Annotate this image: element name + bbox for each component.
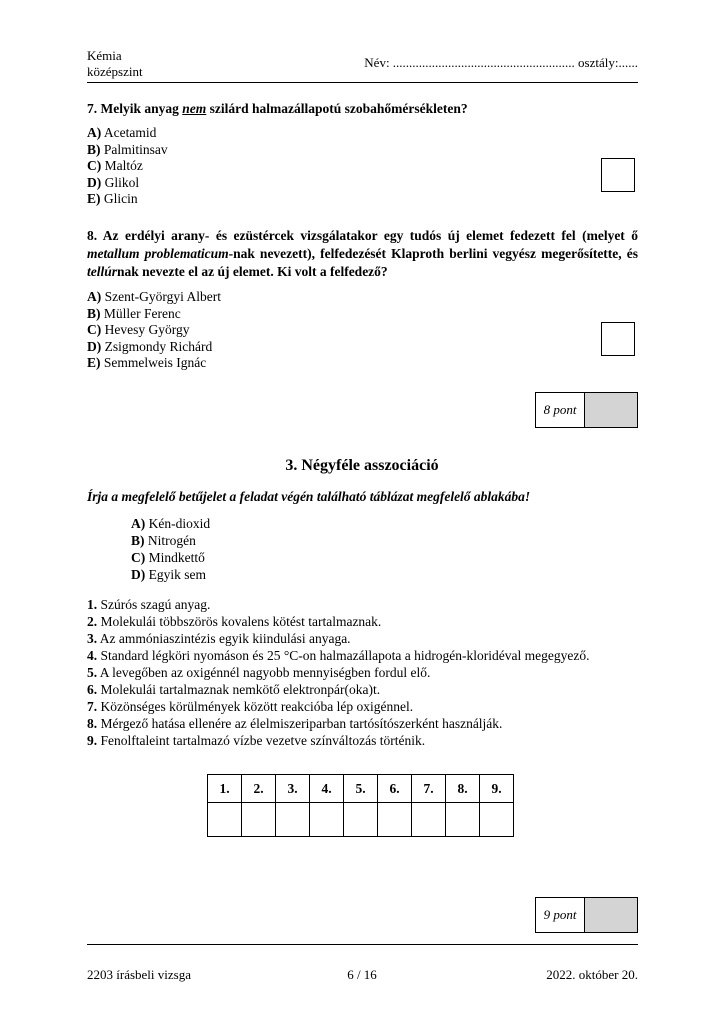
q7-title-post: szilárd halmazállapotú szobahőmérsékleten?: [206, 101, 468, 116]
points-label-1: 8 pont: [536, 393, 585, 427]
statement-2: 2. Molekulái többszörös kovalens kötést tartalmaznak.: [87, 614, 382, 629]
choice-d: D) Egyik sem: [131, 567, 206, 582]
section-title: 3. Négyféle asszociáció: [285, 457, 439, 474]
points-box-2: [535, 897, 638, 933]
statement-5: 5. A levegőben az oxigénnél nagyobb mennyiségben fordul elő.: [87, 665, 431, 680]
answer-cell-9[interactable]: [480, 803, 514, 837]
statement-6: 6. Molekulái tartalmaznak nemkötő elektronpár(oka)t.: [87, 682, 381, 697]
q7-options: [87, 125, 168, 208]
choice-b: B) Nitrogén: [131, 533, 196, 548]
answer-cell-1[interactable]: [208, 803, 242, 837]
q7-option-d: D) Glikol: [87, 174, 140, 190]
header-rule: [87, 82, 638, 83]
statement-8: 8. Mérgező hatása ellenére az élelmiszeriparban tartósítószerként használják.: [87, 716, 503, 731]
q8-answer-box[interactable]: [601, 322, 635, 356]
statement-9: 9. Fenolftaleint tartalmazó vízbe vezetve színváltozás történik.: [87, 733, 426, 748]
statement-7: 7. Közönséges körülmények között reakcióba lép oxigénnel.: [87, 699, 414, 714]
answer-header-2: 2.: [242, 775, 276, 803]
answer-header-3: 3.: [276, 775, 310, 803]
points-score-cell-2: [585, 898, 637, 932]
header-subject-block: [87, 48, 143, 80]
q8-option-b: B) Müller Ferenc: [87, 305, 181, 321]
q7-title: [87, 100, 638, 118]
answer-header-5: 5.: [344, 775, 378, 803]
header-name-field: Név: ........................................................ osztály:......: [364, 55, 638, 70]
answer-header-9: 9.: [480, 775, 514, 803]
points-score-cell-1: [585, 393, 637, 427]
q8-option-c: C) Hevesy György: [87, 322, 190, 337]
association-choices: [131, 515, 210, 583]
choice-a: A) Kén-dioxid: [131, 516, 211, 531]
footer-rule: [87, 944, 638, 945]
points-box-1: [535, 392, 638, 428]
answer-cell-8[interactable]: [446, 803, 480, 837]
header-level: középszint: [87, 64, 143, 79]
answer-table-input-row: [208, 803, 514, 837]
statement-3: 3. Az ammóniaszintézis egyik kiindulási anyaga.: [87, 631, 351, 646]
answer-table-header-row: [208, 775, 514, 803]
section-instruction: Írja a megfelelő betűjelet a feladat végén található táblázat megfelelő ablakába!: [87, 489, 531, 504]
answer-table: [207, 774, 514, 837]
footer-date: 2022. október 20.: [546, 967, 638, 982]
choice-c: C) Mindkettő: [131, 550, 205, 565]
q8-option-a: A) Szent-Györgyi Albert: [87, 289, 221, 304]
header-subject: Kémia: [87, 48, 122, 63]
q7-option-e: E) Glicin: [87, 191, 138, 206]
q7-answer-box[interactable]: [601, 158, 635, 192]
q7-option-c: C) Maltóz: [87, 158, 143, 173]
points-label-2: 9 pont: [536, 898, 585, 932]
q7-option-a: A) Acetamid: [87, 125, 157, 140]
q8-option-e: E) Semmelweis Ignác: [87, 355, 207, 370]
answer-header-7: 7.: [412, 775, 446, 803]
answer-cell-6[interactable]: [378, 803, 412, 837]
answer-cell-5[interactable]: [344, 803, 378, 837]
q8-options: [87, 289, 221, 372]
answer-header-6: 6.: [378, 775, 412, 803]
q7-option-b: B) Palmitinsav: [87, 141, 168, 157]
q8-option-d: D) Zsigmondy Richárd: [87, 338, 213, 354]
answer-header-4: 4.: [310, 775, 344, 803]
footer-exam-code: 2203 írásbeli vizsga: [87, 967, 191, 982]
statement-list: [87, 596, 590, 749]
footer-page-number: 6 / 16: [347, 967, 377, 982]
q8-title: 8. Az erdélyi arany- és ezüstércek vizsgálatakor egy tudós új elemet fedezett fel (melyet ő metallum problematicum-nak nevezett), felfedezését Klaproth berlini vegyész megerősítette, és tellúrnak nevezte el az új elemet. Ki volt a felfedező?: [87, 228, 638, 279]
q7-title-emphasis: nem: [182, 101, 207, 116]
answer-cell-7[interactable]: [412, 803, 446, 837]
answer-cell-4[interactable]: [310, 803, 344, 837]
statement-1: 1. Szúrós szagú anyag.: [87, 597, 211, 612]
answer-header-8: 8.: [446, 775, 480, 803]
answer-cell-3[interactable]: [276, 803, 310, 837]
answer-header-1: 1.: [208, 775, 242, 803]
answer-cell-2[interactable]: [242, 803, 276, 837]
statement-4: 4. Standard légköri nyomáson és 25 °C-on halmazállapota a hidrogén-kloridéval megegyező.: [87, 648, 590, 663]
q7-title-pre: 7. Melyik anyag: [87, 101, 183, 116]
